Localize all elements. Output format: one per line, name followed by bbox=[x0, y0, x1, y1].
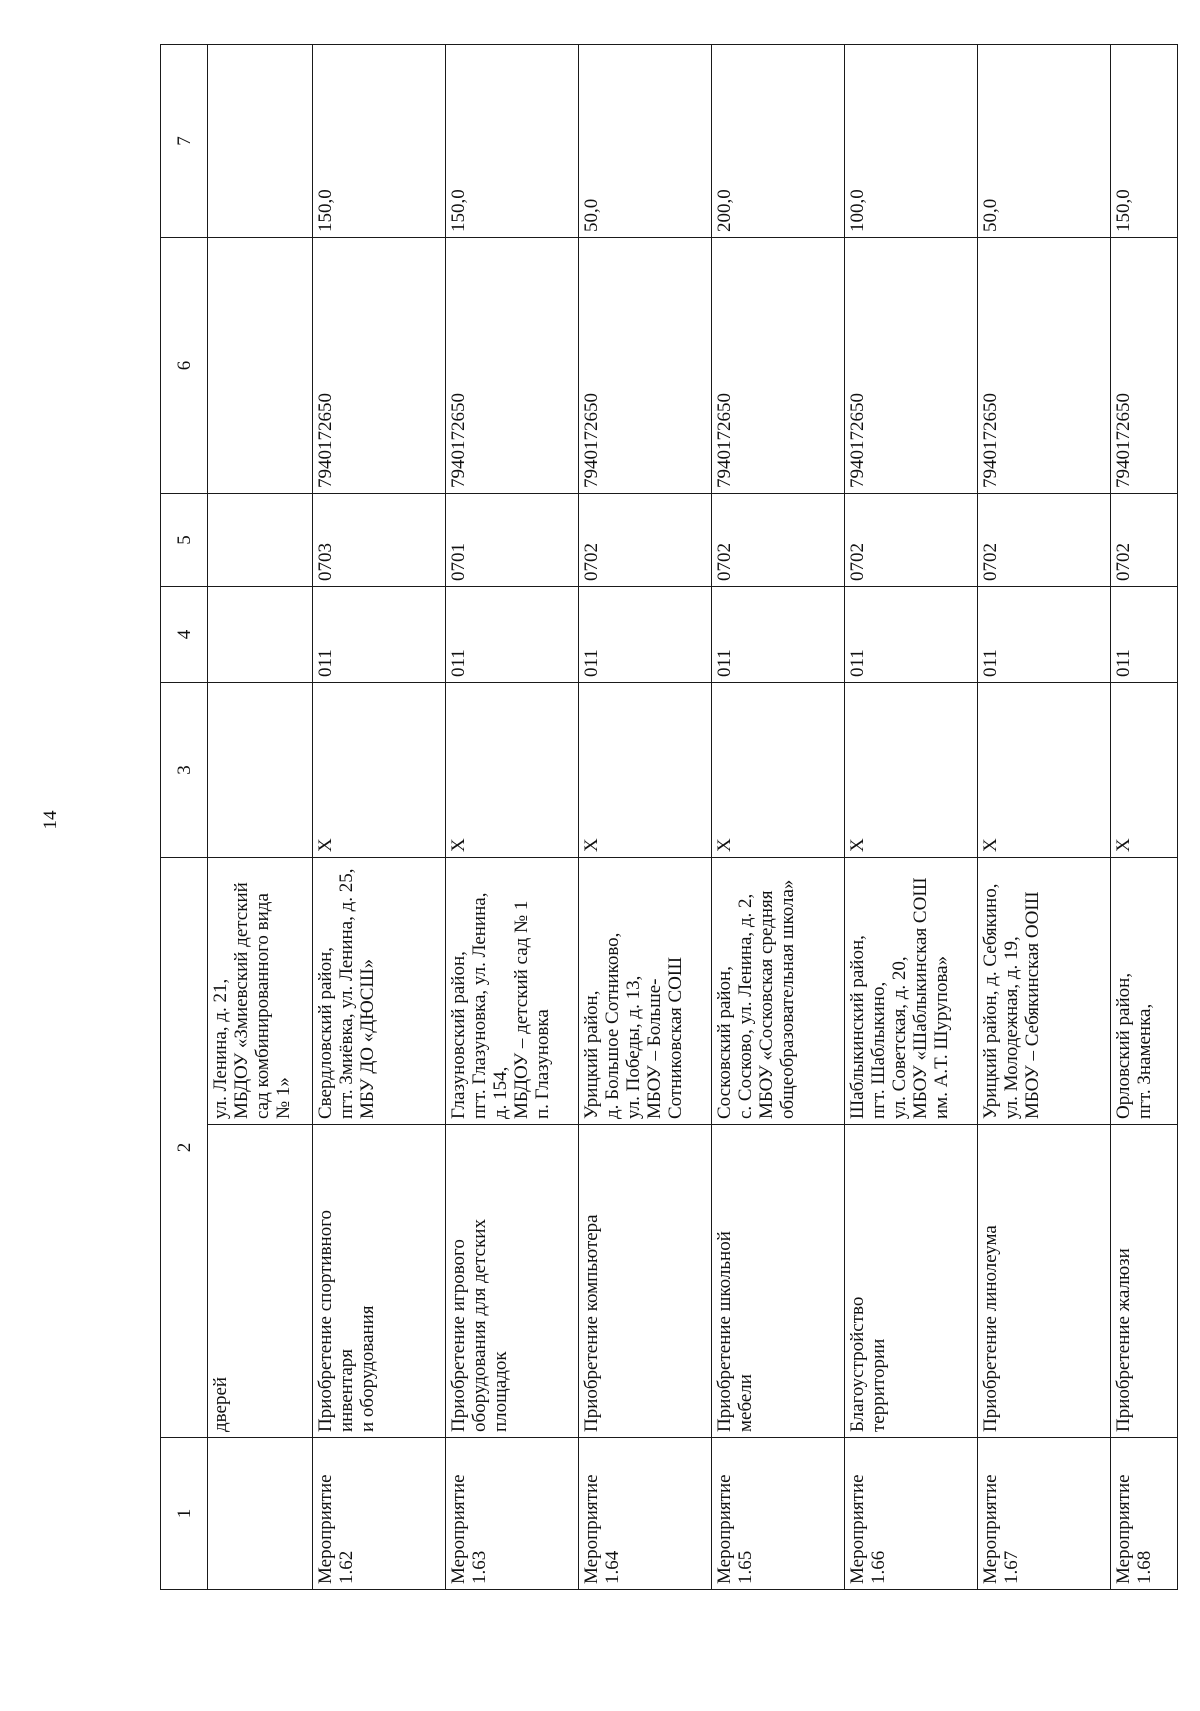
header-cell: 2 bbox=[161, 858, 208, 1438]
col3-cell: X bbox=[313, 683, 446, 858]
amount-cell bbox=[208, 45, 313, 238]
address-cell-line: с. Сосково, ул. Ленина, д. 2, bbox=[735, 893, 756, 1119]
col4-cell: 011 bbox=[845, 587, 978, 683]
name-cell-line: территории bbox=[868, 1338, 889, 1432]
name-cell bbox=[712, 1125, 845, 1438]
address-cell-line: МБОУ – Себякинская ООШ bbox=[1022, 891, 1043, 1119]
address-cell-line: п. Глазуновка bbox=[532, 1009, 553, 1119]
name-cell-line: Приобретение жалюзи bbox=[1113, 1248, 1134, 1432]
col4-cell: 011 bbox=[579, 587, 712, 683]
address-cell-line: пгт. Знаменка, bbox=[1134, 1003, 1155, 1119]
col6-cell: 7940172650 bbox=[446, 238, 579, 494]
address-cell-line: Сотниковская СОШ bbox=[665, 956, 686, 1119]
event-cell bbox=[208, 1438, 313, 1590]
address-cell-line: Урицкий район, bbox=[581, 990, 602, 1119]
address-cell bbox=[313, 858, 446, 1125]
name-cell-line: Благоустройство bbox=[847, 1296, 868, 1432]
name-cell-line: Приобретение школьной bbox=[714, 1231, 735, 1432]
col3-cell bbox=[208, 683, 313, 858]
address-cell-line: Глазуновский район, bbox=[448, 951, 469, 1119]
event-cell: Мероприятие 1.65 bbox=[712, 1438, 845, 1590]
address-cell bbox=[208, 858, 313, 1125]
col5-cell: 0702 bbox=[978, 494, 1111, 587]
address-cell-line: общеобразовательная школа» bbox=[777, 879, 798, 1119]
event-cell: Мероприятие 1.67 bbox=[978, 1438, 1111, 1590]
name-cell-line: оборудования для детских bbox=[469, 1219, 490, 1432]
name-cell-line: инвентаря bbox=[336, 1348, 357, 1432]
amount-cell: 50,0 bbox=[978, 45, 1111, 238]
event-cell: Мероприятие 1.66 bbox=[845, 1438, 978, 1590]
amount-cell: 100,0 bbox=[845, 45, 978, 238]
col6-cell: 7940172650 bbox=[313, 238, 446, 494]
col4-cell bbox=[208, 587, 313, 683]
address-cell bbox=[1111, 858, 1178, 1125]
address-cell bbox=[446, 858, 579, 1125]
header-cell: 5 bbox=[161, 494, 208, 587]
event-cell: Мероприятие 1.68 bbox=[1111, 1438, 1178, 1590]
col3-cell: X bbox=[845, 683, 978, 858]
table-row bbox=[446, 45, 579, 1590]
event-cell: Мероприятие 1.63 bbox=[446, 1438, 579, 1590]
col5-cell: 0701 bbox=[446, 494, 579, 587]
address-cell-line: МБДОУ – детский сад № 1 bbox=[511, 900, 532, 1119]
address-cell-line: ул. Молодежная, д. 19, bbox=[1001, 936, 1022, 1119]
name-cell bbox=[978, 1125, 1111, 1438]
address-cell-line: Свердловский район, bbox=[315, 947, 336, 1119]
address-cell-line: сад комбинированного вида bbox=[252, 893, 273, 1119]
address-cell-line: № 1» bbox=[273, 1077, 294, 1119]
col4-cell: 011 bbox=[313, 587, 446, 683]
amount-cell: 50,0 bbox=[579, 45, 712, 238]
name-cell-line: Приобретение спортивного bbox=[315, 1209, 336, 1432]
header-cell: 1 bbox=[161, 1438, 208, 1590]
address-cell-line: МБОУ «Шаблыкинская СОШ bbox=[910, 877, 931, 1119]
name-cell bbox=[446, 1125, 579, 1438]
address-cell-line: д. 154, bbox=[490, 1066, 511, 1119]
address-cell bbox=[978, 858, 1111, 1125]
col5-cell: 0702 bbox=[579, 494, 712, 587]
address-cell bbox=[712, 858, 845, 1125]
col6-cell: 7940172650 bbox=[978, 238, 1111, 494]
header-row bbox=[161, 45, 208, 1590]
col5-cell: 0703 bbox=[313, 494, 446, 587]
col5-cell bbox=[208, 494, 313, 587]
name-cell-line: площадок bbox=[490, 1351, 511, 1432]
col6-cell: 7940172650 bbox=[1111, 238, 1178, 494]
col4-cell: 011 bbox=[978, 587, 1111, 683]
col6-cell bbox=[208, 238, 313, 494]
col4-cell: 011 bbox=[712, 587, 845, 683]
header-cell: 3 bbox=[161, 683, 208, 858]
header-cell: 7 bbox=[161, 45, 208, 238]
col3-cell: X bbox=[446, 683, 579, 858]
name-cell bbox=[313, 1125, 446, 1438]
col3-cell: X bbox=[978, 683, 1111, 858]
name-cell-line: дверей bbox=[210, 1376, 231, 1432]
address-cell-line: им. А.Т. Шурупова» bbox=[931, 955, 952, 1119]
amount-cell: 200,0 bbox=[712, 45, 845, 238]
header-cell: 4 bbox=[161, 587, 208, 683]
table-row bbox=[579, 45, 712, 1590]
address-cell-line: ул. Советская, д. 20, bbox=[889, 956, 910, 1119]
table-row bbox=[978, 45, 1111, 1590]
col3-cell: X bbox=[579, 683, 712, 858]
table-rotated-container bbox=[160, 45, 1155, 1590]
col3-cell: X bbox=[1111, 683, 1178, 858]
col4-cell: 011 bbox=[1111, 587, 1178, 683]
address-cell bbox=[845, 858, 978, 1125]
col5-cell: 0702 bbox=[845, 494, 978, 587]
address-cell-line: Орловский район, bbox=[1113, 972, 1134, 1119]
col6-cell: 7940172650 bbox=[712, 238, 845, 494]
col5-cell: 0702 bbox=[1111, 494, 1178, 587]
name-cell-line: мебели bbox=[735, 1374, 756, 1432]
col3-cell: X bbox=[712, 683, 845, 858]
address-cell-line: Урицкий район, д. Себякино, bbox=[980, 883, 1001, 1119]
table-row bbox=[313, 45, 446, 1590]
address-cell-line: пгт. Шаблыкино, bbox=[868, 981, 889, 1119]
table-row bbox=[845, 45, 978, 1590]
name-cell bbox=[845, 1125, 978, 1438]
name-cell-line: Приобретение компьютера bbox=[581, 1214, 602, 1432]
col5-cell: 0702 bbox=[712, 494, 845, 587]
address-cell-line: МБДОУ «Змиевский детский bbox=[231, 882, 252, 1119]
event-cell: Мероприятие 1.62 bbox=[313, 1438, 446, 1590]
amount-cell: 150,0 bbox=[313, 45, 446, 238]
address-cell bbox=[579, 858, 712, 1125]
address-cell-line: МБОУ «Сосковская средняя bbox=[756, 890, 777, 1119]
address-cell-line: Шаблыкинский район, bbox=[847, 935, 868, 1119]
events-table bbox=[160, 44, 1178, 1590]
col6-cell: 7940172650 bbox=[579, 238, 712, 494]
address-cell-line: пгт. Глазуновка, ул. Ленина, bbox=[469, 892, 490, 1119]
address-cell-line: ул. Ленина, д. 21, bbox=[210, 978, 231, 1119]
header-cell: 6 bbox=[161, 238, 208, 494]
table-row bbox=[208, 45, 313, 1590]
name-cell bbox=[1111, 1125, 1178, 1438]
address-cell-line: д. Большое Сотниково, bbox=[602, 932, 623, 1119]
page-number: 14 bbox=[40, 810, 61, 830]
address-cell-line: пгт. Змиёвка, ул. Ленина, д. 25, bbox=[336, 868, 357, 1119]
amount-cell: 150,0 bbox=[446, 45, 579, 238]
name-cell-line: и оборудования bbox=[357, 1305, 378, 1432]
col4-cell: 011 bbox=[446, 587, 579, 683]
address-cell-line: МБОУ – Больше- bbox=[644, 978, 665, 1119]
address-cell-line: МБУ ДО «ДЮСШ» bbox=[357, 958, 378, 1119]
event-cell: Мероприятие 1.64 bbox=[579, 1438, 712, 1590]
address-cell-line: ул. Победы, д. 13, bbox=[623, 975, 644, 1119]
table-row bbox=[712, 45, 845, 1590]
name-cell bbox=[208, 1125, 313, 1438]
address-cell-line: Сосковский район, bbox=[714, 966, 735, 1119]
name-cell bbox=[579, 1125, 712, 1438]
amount-cell: 150,0 bbox=[1111, 45, 1178, 238]
name-cell-line: Приобретение игрового bbox=[448, 1239, 469, 1432]
name-cell-line: Приобретение линолеума bbox=[980, 1225, 1001, 1432]
table-row bbox=[1111, 45, 1178, 1590]
col6-cell: 7940172650 bbox=[845, 238, 978, 494]
